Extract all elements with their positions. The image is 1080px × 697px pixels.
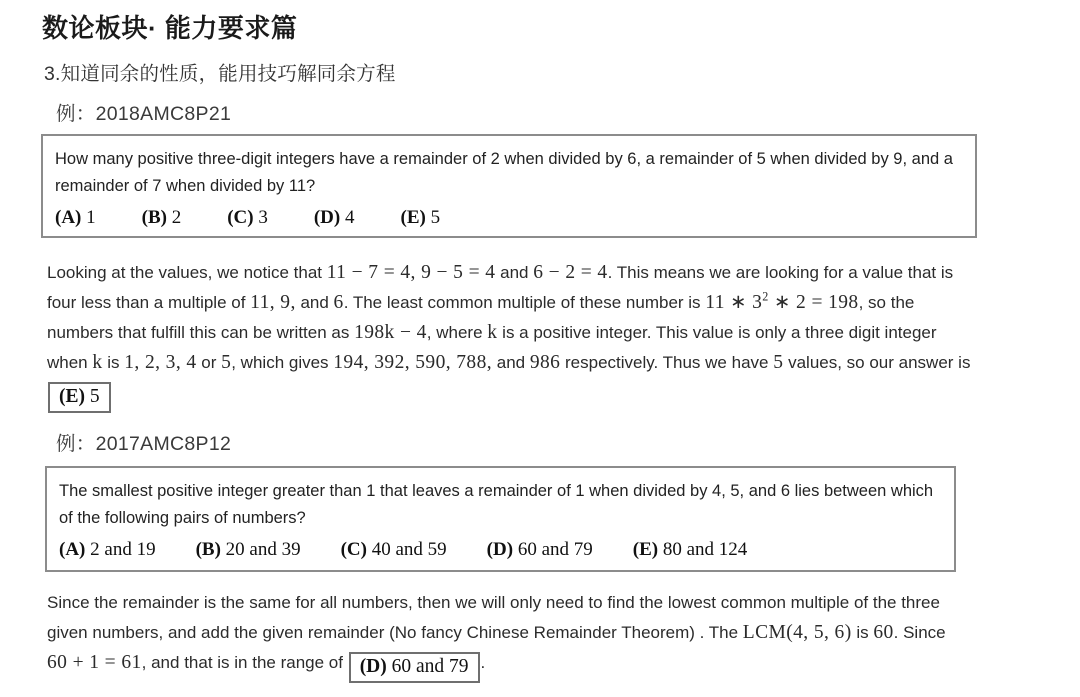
choice-c-value: 3: [258, 207, 268, 228]
sol1-m5-pre: 11 ∗ 3: [705, 292, 763, 313]
choice-d-value: 4: [345, 207, 355, 228]
sol1-m7: k: [487, 322, 498, 343]
choice-d-letter: (D): [313, 207, 341, 228]
choice-a[interactable]: [55, 207, 96, 229]
solution-1: [47, 258, 977, 413]
choice-e-value: 80 and 124: [662, 539, 748, 560]
sol1-m10: 5: [221, 352, 232, 373]
sol2-m2: 60: [873, 622, 894, 643]
example-2-label: 例：2017AMC8P12: [56, 433, 232, 455]
sol1-m3: 11, 9,: [250, 292, 296, 313]
sol2-t2: is: [851, 623, 874, 642]
page-title: 数论板块· 能力要求篇: [42, 13, 298, 43]
sol2-t1: Since the remainder is the same for all numbers, then we will only need to find the lowest common multiple of the three given numbers, and add the given remainder (No fancy Chinese Remainder Theorem) . The: [47, 593, 940, 642]
choice-c[interactable]: [341, 539, 447, 561]
sol2-t4: , and that is in the range of: [141, 653, 348, 672]
sol1-m4: 6: [333, 292, 344, 313]
sol1-t3: . This means we are looking for a value that is four less than a multiple of: [47, 263, 954, 312]
sol2-t5: .: [480, 653, 486, 672]
choice-b-value: 20 and 39: [225, 539, 301, 560]
choice-b-value: 2: [171, 207, 182, 228]
choice-e-value: 5: [430, 207, 441, 228]
sol1-m9: 1, 2, 3, 4: [124, 352, 197, 373]
sol1-t10: or: [196, 353, 222, 372]
sol1-m5: [705, 289, 859, 313]
choice-b[interactable]: [142, 207, 182, 229]
sol1-t12: and: [492, 353, 530, 372]
sol1-m6: 198k − 4: [354, 322, 427, 343]
problem-2-choices: [59, 539, 942, 561]
choice-a-value: 1: [86, 207, 96, 228]
choice-d[interactable]: [487, 539, 593, 561]
problem-1-statement: How many positive three-digit integers have a remainder of 2 when divided by 6, a remainder of 5 when divided by 9, and a remainder of 7 when divided by 11?: [55, 150, 953, 195]
sol1-m8: k: [92, 352, 103, 373]
sol1-m2: 6 − 2 = 4: [533, 262, 608, 283]
choice-e-letter: (E): [632, 539, 659, 560]
sol2-m3: 60 + 1 = 61: [47, 652, 142, 673]
sol1-t14: values, so our answer is: [783, 353, 971, 372]
sol2-t3: . Since: [893, 623, 946, 642]
sol1-t11: , which gives: [231, 353, 334, 372]
choice-c[interactable]: [227, 207, 268, 229]
boxed-answer-1-letter: (E): [59, 386, 85, 407]
sol1-m11: 194, 392, 590, 788,: [333, 352, 493, 373]
sol1-t5: . The least common multiple of these number is: [343, 293, 706, 312]
boxed-answer-2-letter: (D): [359, 656, 387, 677]
choice-d-letter: (D): [486, 539, 514, 560]
sol1-m12: 986: [529, 352, 561, 373]
choice-c-value: 40 and 59: [371, 539, 447, 560]
choice-a-letter: (A): [59, 539, 86, 560]
problem-1-choices: [55, 207, 963, 229]
choice-b[interactable]: [196, 539, 301, 561]
section-subheading: 3.知道同余的性质，能用技巧解同余方程: [44, 63, 396, 85]
problem-2-statement: The smallest positive integer greater than 1 that leaves a remainder of 1 when divided by 4, 5, and 6 lies between which of the following pairs of numbers?: [59, 482, 934, 527]
boxed-answer-2-value: 60 and 79: [391, 656, 469, 677]
choice-a[interactable]: [59, 539, 156, 561]
choice-e[interactable]: [633, 539, 748, 561]
sol1-m13: 5: [773, 352, 784, 373]
sol1-t9: is: [102, 353, 125, 372]
choice-c-letter: (C): [340, 539, 367, 560]
solution-2: [47, 588, 977, 683]
sol1-t6: , so the numbers that fulfill this can be written as: [47, 293, 915, 342]
choice-b-letter: (B): [195, 539, 221, 560]
boxed-answer-1-value: 5: [89, 386, 100, 407]
choice-e[interactable]: [401, 207, 441, 229]
sol1-t13: respectively. Thus we have: [560, 353, 774, 372]
choice-e-letter: (E): [400, 207, 426, 228]
boxed-answer-1: [48, 382, 111, 413]
choice-a-letter: (A): [55, 207, 82, 228]
sol1-m5-exponent: 2: [762, 289, 769, 304]
choice-d[interactable]: [314, 207, 355, 229]
example-1-label: 例：2018AMC8P21: [56, 103, 232, 125]
sol1-t4: and: [295, 293, 334, 312]
boxed-answer-2: [349, 652, 480, 683]
sol1-m1: 11 − 7 = 4, 9 − 5 = 4: [326, 262, 496, 283]
choice-c-letter: (C): [227, 207, 254, 228]
choice-b-letter: (B): [141, 207, 167, 228]
sol2-m1: LCM(4, 5, 6): [742, 622, 852, 643]
sol1-m5-post: ∗ 2 = 198: [768, 292, 859, 313]
problem-box-1: [41, 134, 977, 238]
problem-box-2: [45, 466, 956, 572]
sol1-t2: and: [495, 263, 534, 282]
sol1-t8: is a positive integer. This value is only a three digit integer when: [47, 323, 937, 372]
choice-d-value: 60 and 79: [517, 539, 593, 560]
sol1-t7: , where: [426, 323, 488, 342]
choice-a-value: 2 and 19: [90, 539, 156, 560]
sol1-t1: Looking at the values, we notice that: [47, 263, 327, 282]
